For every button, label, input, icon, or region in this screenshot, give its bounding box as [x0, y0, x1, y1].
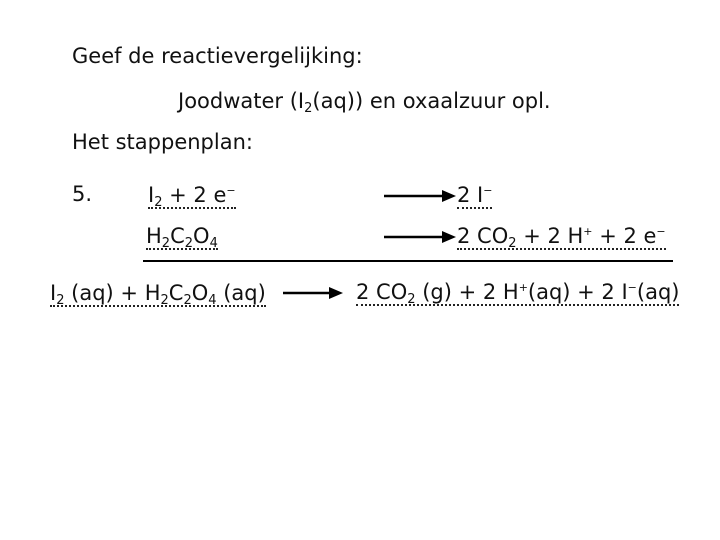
subtitle-post: (aq)) en oxaalzuur opl.	[312, 89, 551, 113]
formula-superscript: +	[583, 225, 593, 238]
formula-superscript: −	[627, 281, 637, 294]
subtitle-text	[178, 89, 551, 116]
half-reaction-2-right	[457, 226, 666, 250]
formula-text: O	[193, 224, 210, 248]
formula-text: O	[191, 281, 209, 305]
prompt-text: Geef de reactievergelijking:	[72, 44, 363, 68]
overall-arrow	[283, 286, 343, 300]
formula-text: 2 CO	[457, 224, 509, 248]
formula-subscript: 2	[160, 293, 169, 308]
formula-superscript: −	[483, 184, 493, 197]
formula-subscript: 4	[209, 236, 218, 251]
formula-text: (aq)	[636, 280, 680, 304]
formula-text: + 2 H	[516, 224, 584, 248]
formula-text: C	[170, 224, 185, 248]
formula-text: (aq) + H	[64, 281, 161, 305]
subtitle-subscript: 2	[304, 101, 313, 116]
formula-subscript: 2	[56, 293, 65, 308]
formula-subscript: 2	[161, 236, 171, 251]
overall-right	[356, 282, 679, 306]
half-reaction-1-left	[148, 185, 236, 209]
formula-text: (aq) + 2 I	[527, 280, 628, 304]
formula-text: 2 I	[457, 183, 484, 207]
formula-superscript: −	[656, 225, 666, 238]
formula-superscript: −	[226, 184, 236, 197]
formula-text: H	[146, 224, 162, 248]
formula-text: 2 CO	[356, 280, 408, 304]
formula-text: C	[168, 281, 184, 305]
formula-subscript: 2	[183, 293, 192, 308]
half-reaction-2-arrow	[384, 230, 456, 244]
half-reaction-2-left	[146, 226, 218, 250]
formula-text: + 2 e	[162, 183, 227, 207]
formula-subscript: 2	[508, 236, 517, 251]
formula-subscript: 2	[407, 292, 416, 307]
overall-left	[50, 283, 266, 307]
formula-superscript: +	[518, 281, 528, 294]
half-reaction-1-right	[457, 185, 492, 209]
formula-subscript: 4	[208, 293, 217, 308]
formula-text: I	[50, 281, 57, 305]
half-reaction-1-arrow	[384, 189, 456, 203]
formula-subscript: 2	[154, 195, 163, 210]
formula-text: I	[148, 183, 155, 207]
formula-text: (aq)	[216, 281, 266, 305]
formula-text: + 2 e	[592, 224, 657, 248]
heading-text: Het stappenplan:	[72, 130, 253, 154]
step-number: 5.	[72, 182, 93, 206]
subtitle-pre: Joodwater (I	[178, 89, 305, 113]
formula-text: (g) + 2 H	[415, 280, 519, 304]
summation-line	[143, 260, 673, 262]
formula-subscript: 2	[184, 236, 194, 251]
